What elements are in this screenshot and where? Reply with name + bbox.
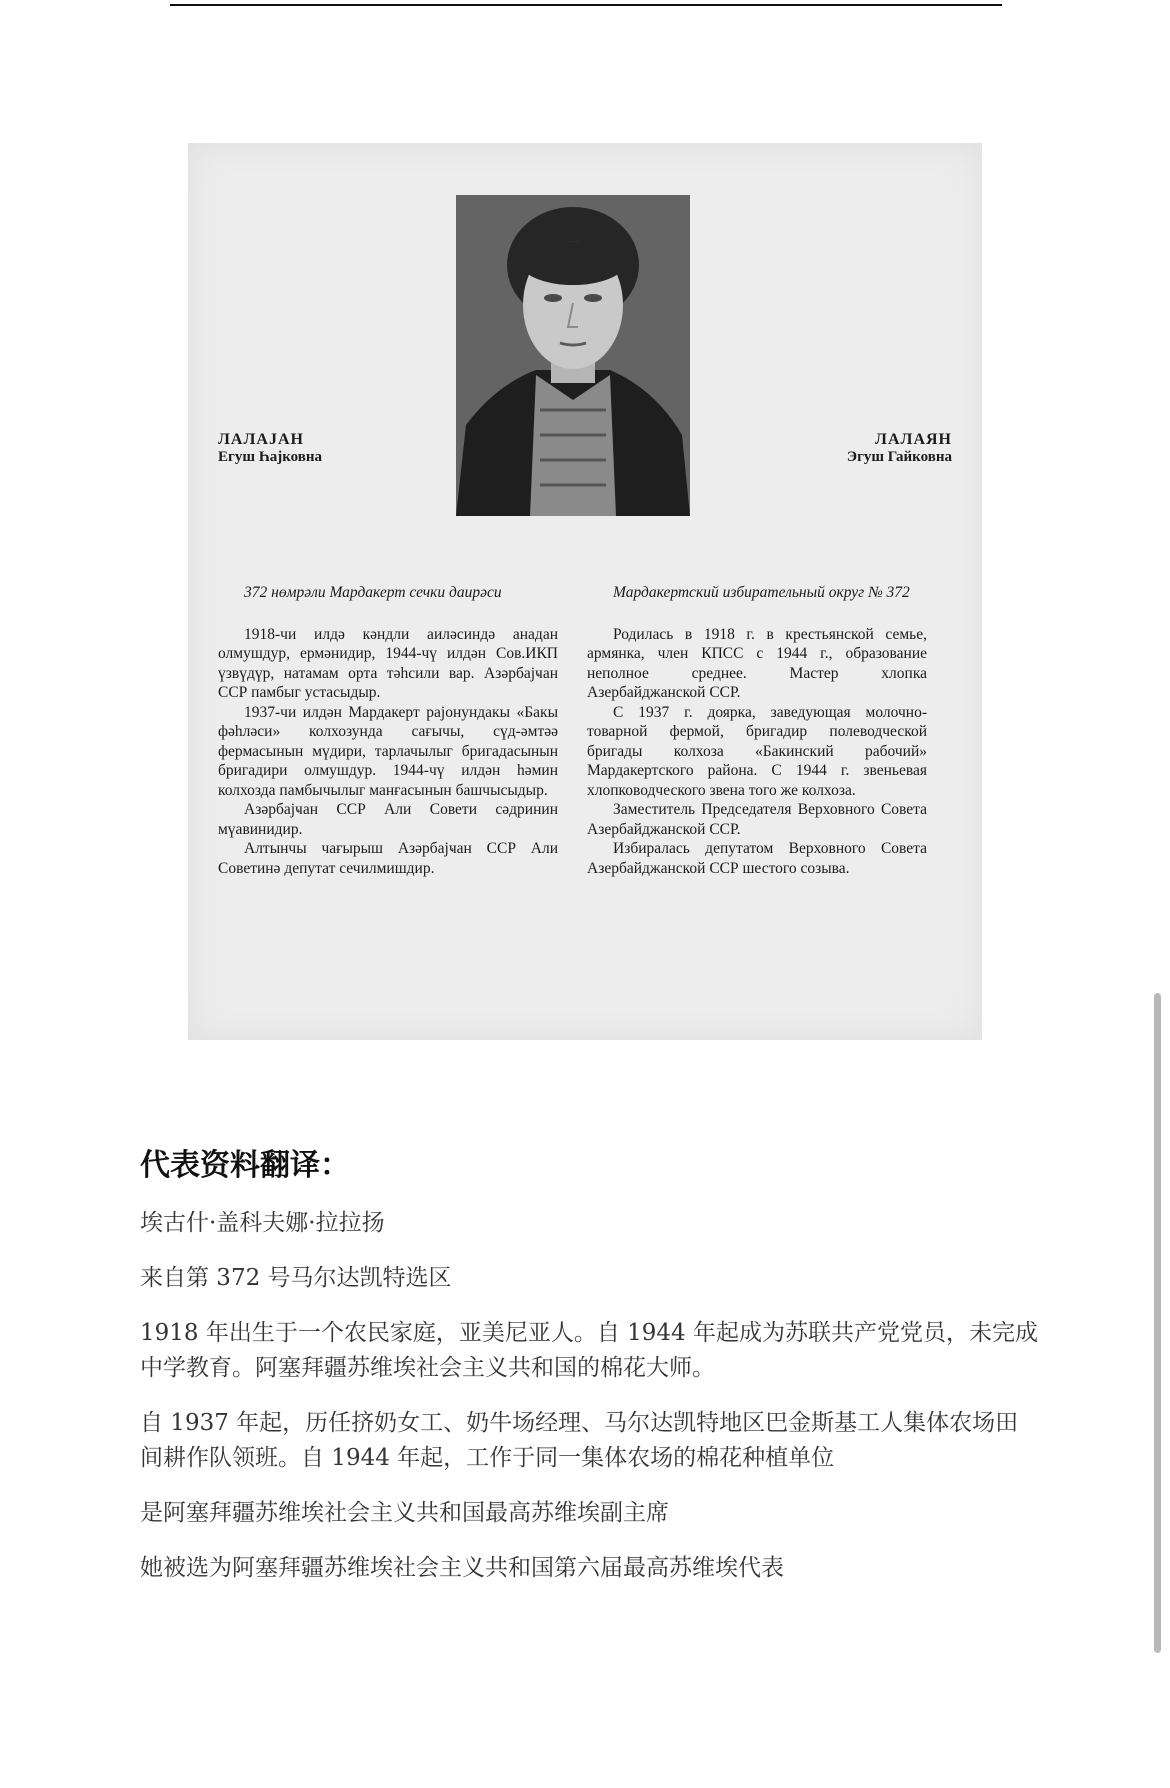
bio-paragraph: Родилась в 1918 г. в крестьянской семье, армянка, член КПСС с 1944 г., образование неполное среднее. Мастер хлопка Азербайджанской ССР. bbox=[587, 625, 927, 701]
bio-paragraph: 1937-чи илдән Мардакерт рајонундакы «Бакы фәһләси» колхозунда сағычы, сүд-әмтәә фермасынын мүдири, тарлачылыг бригадасынын бригадири олмушдур. 1944-чү илдән һәмин колхозда памбычылыг манғасынын башчысыдыр. bbox=[218, 703, 558, 799]
district-azerbaijani: 372 нөмрәли Мардакерт сечки даирәси bbox=[244, 584, 502, 601]
azerbaijani-column bbox=[218, 583, 558, 878]
translation-heading: 代表资料翻译： bbox=[140, 1148, 350, 1183]
translated-name: 埃古什·盖科夫娜·拉拉扬 bbox=[140, 1210, 385, 1236]
bio-paragraph: Избиралась депутатом Верховного Совета Азербайджанской ССР шестого созыва. bbox=[587, 840, 927, 877]
bio-paragraph: Азәрбајҹан ССР Али Совети сәдринин мүавинидир. bbox=[218, 801, 558, 838]
russian-column bbox=[587, 583, 927, 878]
bio-paragraph: Алтынчы чағырыш Азәрбајҹан ССР Али Советинә депутат сечилмишдир. bbox=[218, 840, 558, 877]
name-azerbaijani bbox=[218, 431, 418, 466]
given-name-azerbaijani: Егуш Һајковна bbox=[218, 449, 323, 465]
surname-russian: ЛАЛАЯН bbox=[875, 431, 952, 448]
translation-section bbox=[140, 1140, 1040, 1606]
bio-paragraph: Заместитель Председателя Верховного Совета Азербайджанской ССР. bbox=[587, 801, 927, 838]
portrait-photo bbox=[456, 195, 690, 516]
translated-district: 来自第 372 号马尔达凯特选区 bbox=[140, 1265, 452, 1291]
translated-bio-1: 1918 年出生于一个农民家庭，亚美尼亚人。自 1944 年起成为苏联共产党党员，未完成中学教育。阿塞拜疆苏维埃社会主义共和国的棉花大师。 bbox=[140, 1320, 1038, 1381]
top-divider bbox=[170, 4, 1002, 6]
scanned-page bbox=[188, 143, 982, 1040]
bio-paragraph: С 1937 г. доярка, заведующая молочно-товарной фермой, бригадир полеводческой бригады колхоза «Бакинский рабочий» Мардакертского района. С 1944 г. звеньевая хлопководческого звена того же колхоза. bbox=[587, 703, 927, 799]
district-russian: Мардакертский избирательный округ № 372 bbox=[613, 584, 910, 601]
translated-bio-2: 自 1937 年起，历任挤奶女工、奶牛场经理、马尔达凯特地区巴金斯基工人集体农场田间耕作队领班。自 1944 年起，工作于同一集体农场的棉花种植单位 bbox=[140, 1410, 1019, 1471]
scrollbar-thumb[interactable] bbox=[1154, 993, 1161, 1653]
given-name-russian: Эгуш Гайковна bbox=[846, 449, 952, 465]
translated-election: 她被选为阿塞拜疆苏维埃社会主义共和国第六届最高苏维埃代表 bbox=[140, 1555, 784, 1581]
name-russian bbox=[752, 431, 952, 466]
surname-azerbaijani: ЛАЛАЈАН bbox=[218, 431, 304, 448]
bio-paragraph: 1918-чи илдә кәндли аиләсиндә анадан олмушдур, ермәнидир, 1944-чү илдән Сов.ИКП үзвүдүр, натамам орта тәһсили вар. Азәрбајҹан ССР памбыг устасыдыр. bbox=[218, 625, 558, 701]
translated-position: 是阿塞拜疆苏维埃社会主义共和国最高苏维埃副主席 bbox=[140, 1500, 669, 1526]
